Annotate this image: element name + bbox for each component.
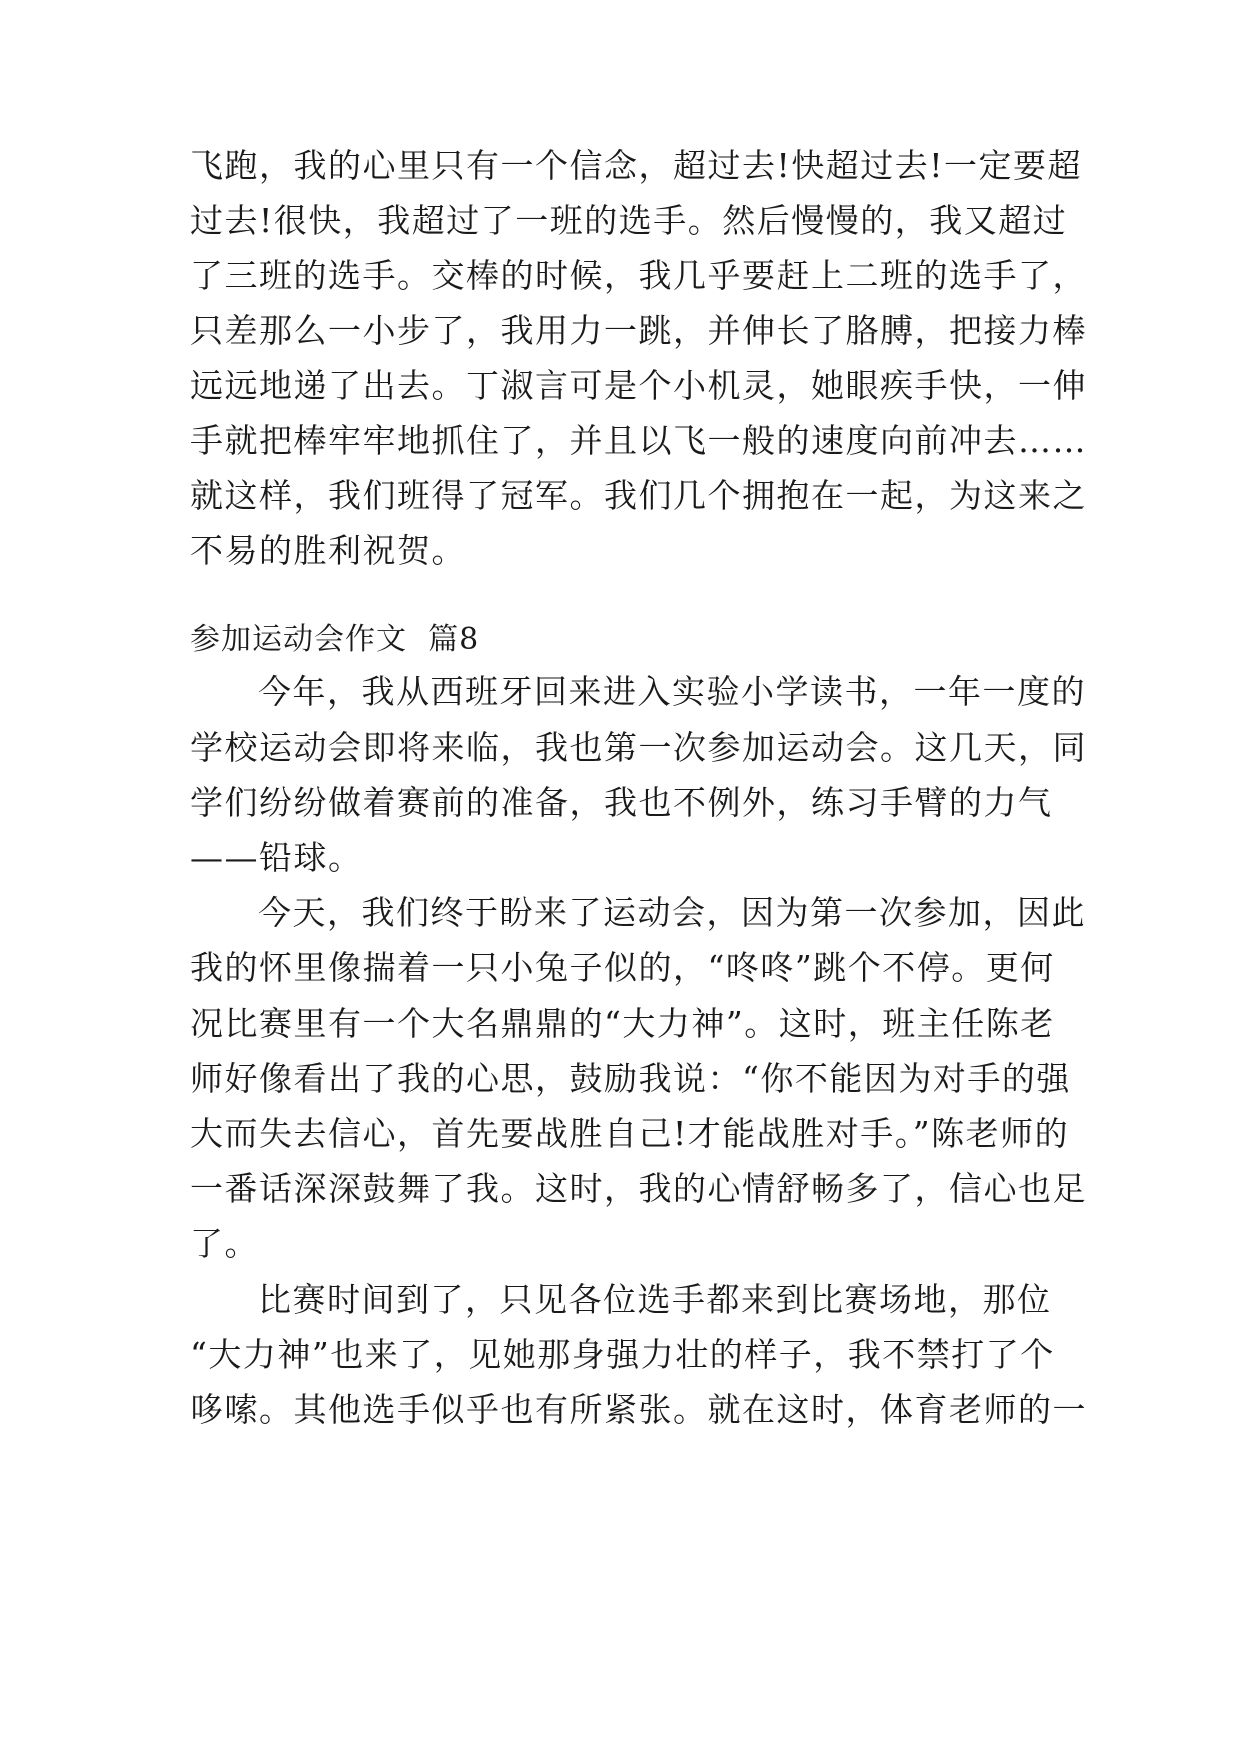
text-line: 哆嗦。其他选手似乎也有所紧张。就在这时，体育老师的一 bbox=[190, 1390, 1087, 1429]
section-heading: 参加运动会作文 篇8 bbox=[190, 622, 480, 657]
text-line: 只差那么一小步了，我用力一跳，并伸长了胳膊，把接力棒 bbox=[190, 311, 1087, 350]
text-line: 不易的胜利祝贺。 bbox=[190, 531, 466, 570]
paragraph-first-line: 比赛时间到了，只见各位选手都来到比赛场地，那位 bbox=[258, 1280, 1052, 1319]
text-line: 一番话深深鼓舞了我。这时，我的心情舒畅多了，信心也足 bbox=[190, 1169, 1087, 1208]
text-line: 大而失去信心，首先要战胜自己!才能战胜对手。”陈老师的 bbox=[190, 1114, 1070, 1153]
text-line: 过去!很快，我超过了一班的选手。然后慢慢的，我又超过 bbox=[190, 201, 1068, 240]
text-line: 我的怀里像揣着一只小兔子似的，“咚咚”跳个不停。更何 bbox=[190, 948, 1055, 987]
text-line: 了三班的选手。交棒的时候，我几乎要赶上二班的选手了， bbox=[190, 256, 1087, 295]
text-line: 了。 bbox=[190, 1224, 259, 1263]
text-line: ——铅球。 bbox=[190, 838, 363, 877]
text-line: “大力神”也来了，见她那身强力壮的样子，我不禁打了个 bbox=[190, 1335, 1055, 1374]
text-line: 手就把棒牢牢地抓住了，并且以飞一般的速度向前冲去…… bbox=[190, 421, 1087, 460]
text-line: 远远地递了出去。丁淑言可是个小机灵，她眼疾手快，一伸 bbox=[190, 366, 1087, 405]
paragraph-first-line: 今天，我们终于盼来了运动会，因为第一次参加，因此 bbox=[258, 893, 1086, 932]
text-line: 师好像看出了我的心思，鼓励我说：“你不能因为对手的强 bbox=[190, 1059, 1071, 1098]
text-line: 学校运动会即将来临，我也第一次参加运动会。这几天，同 bbox=[190, 728, 1087, 767]
text-line: 学们纷纷做着赛前的准备，我也不例外，练习手臂的力气 bbox=[190, 783, 1053, 822]
paragraph-first-line: 今年，我从西班牙回来进入实验小学读书，一年一度的 bbox=[258, 672, 1086, 711]
text-line: 就这样，我们班得了冠军。我们几个拥抱在一起，为这来之 bbox=[190, 476, 1087, 515]
text-line: 况比赛里有一个大名鼎鼎的“大力神”。这时，班主任陈老 bbox=[190, 1004, 1055, 1043]
text-line: 飞跑，我的心里只有一个信念，超过去!快超过去!一定要超 bbox=[190, 146, 1083, 185]
